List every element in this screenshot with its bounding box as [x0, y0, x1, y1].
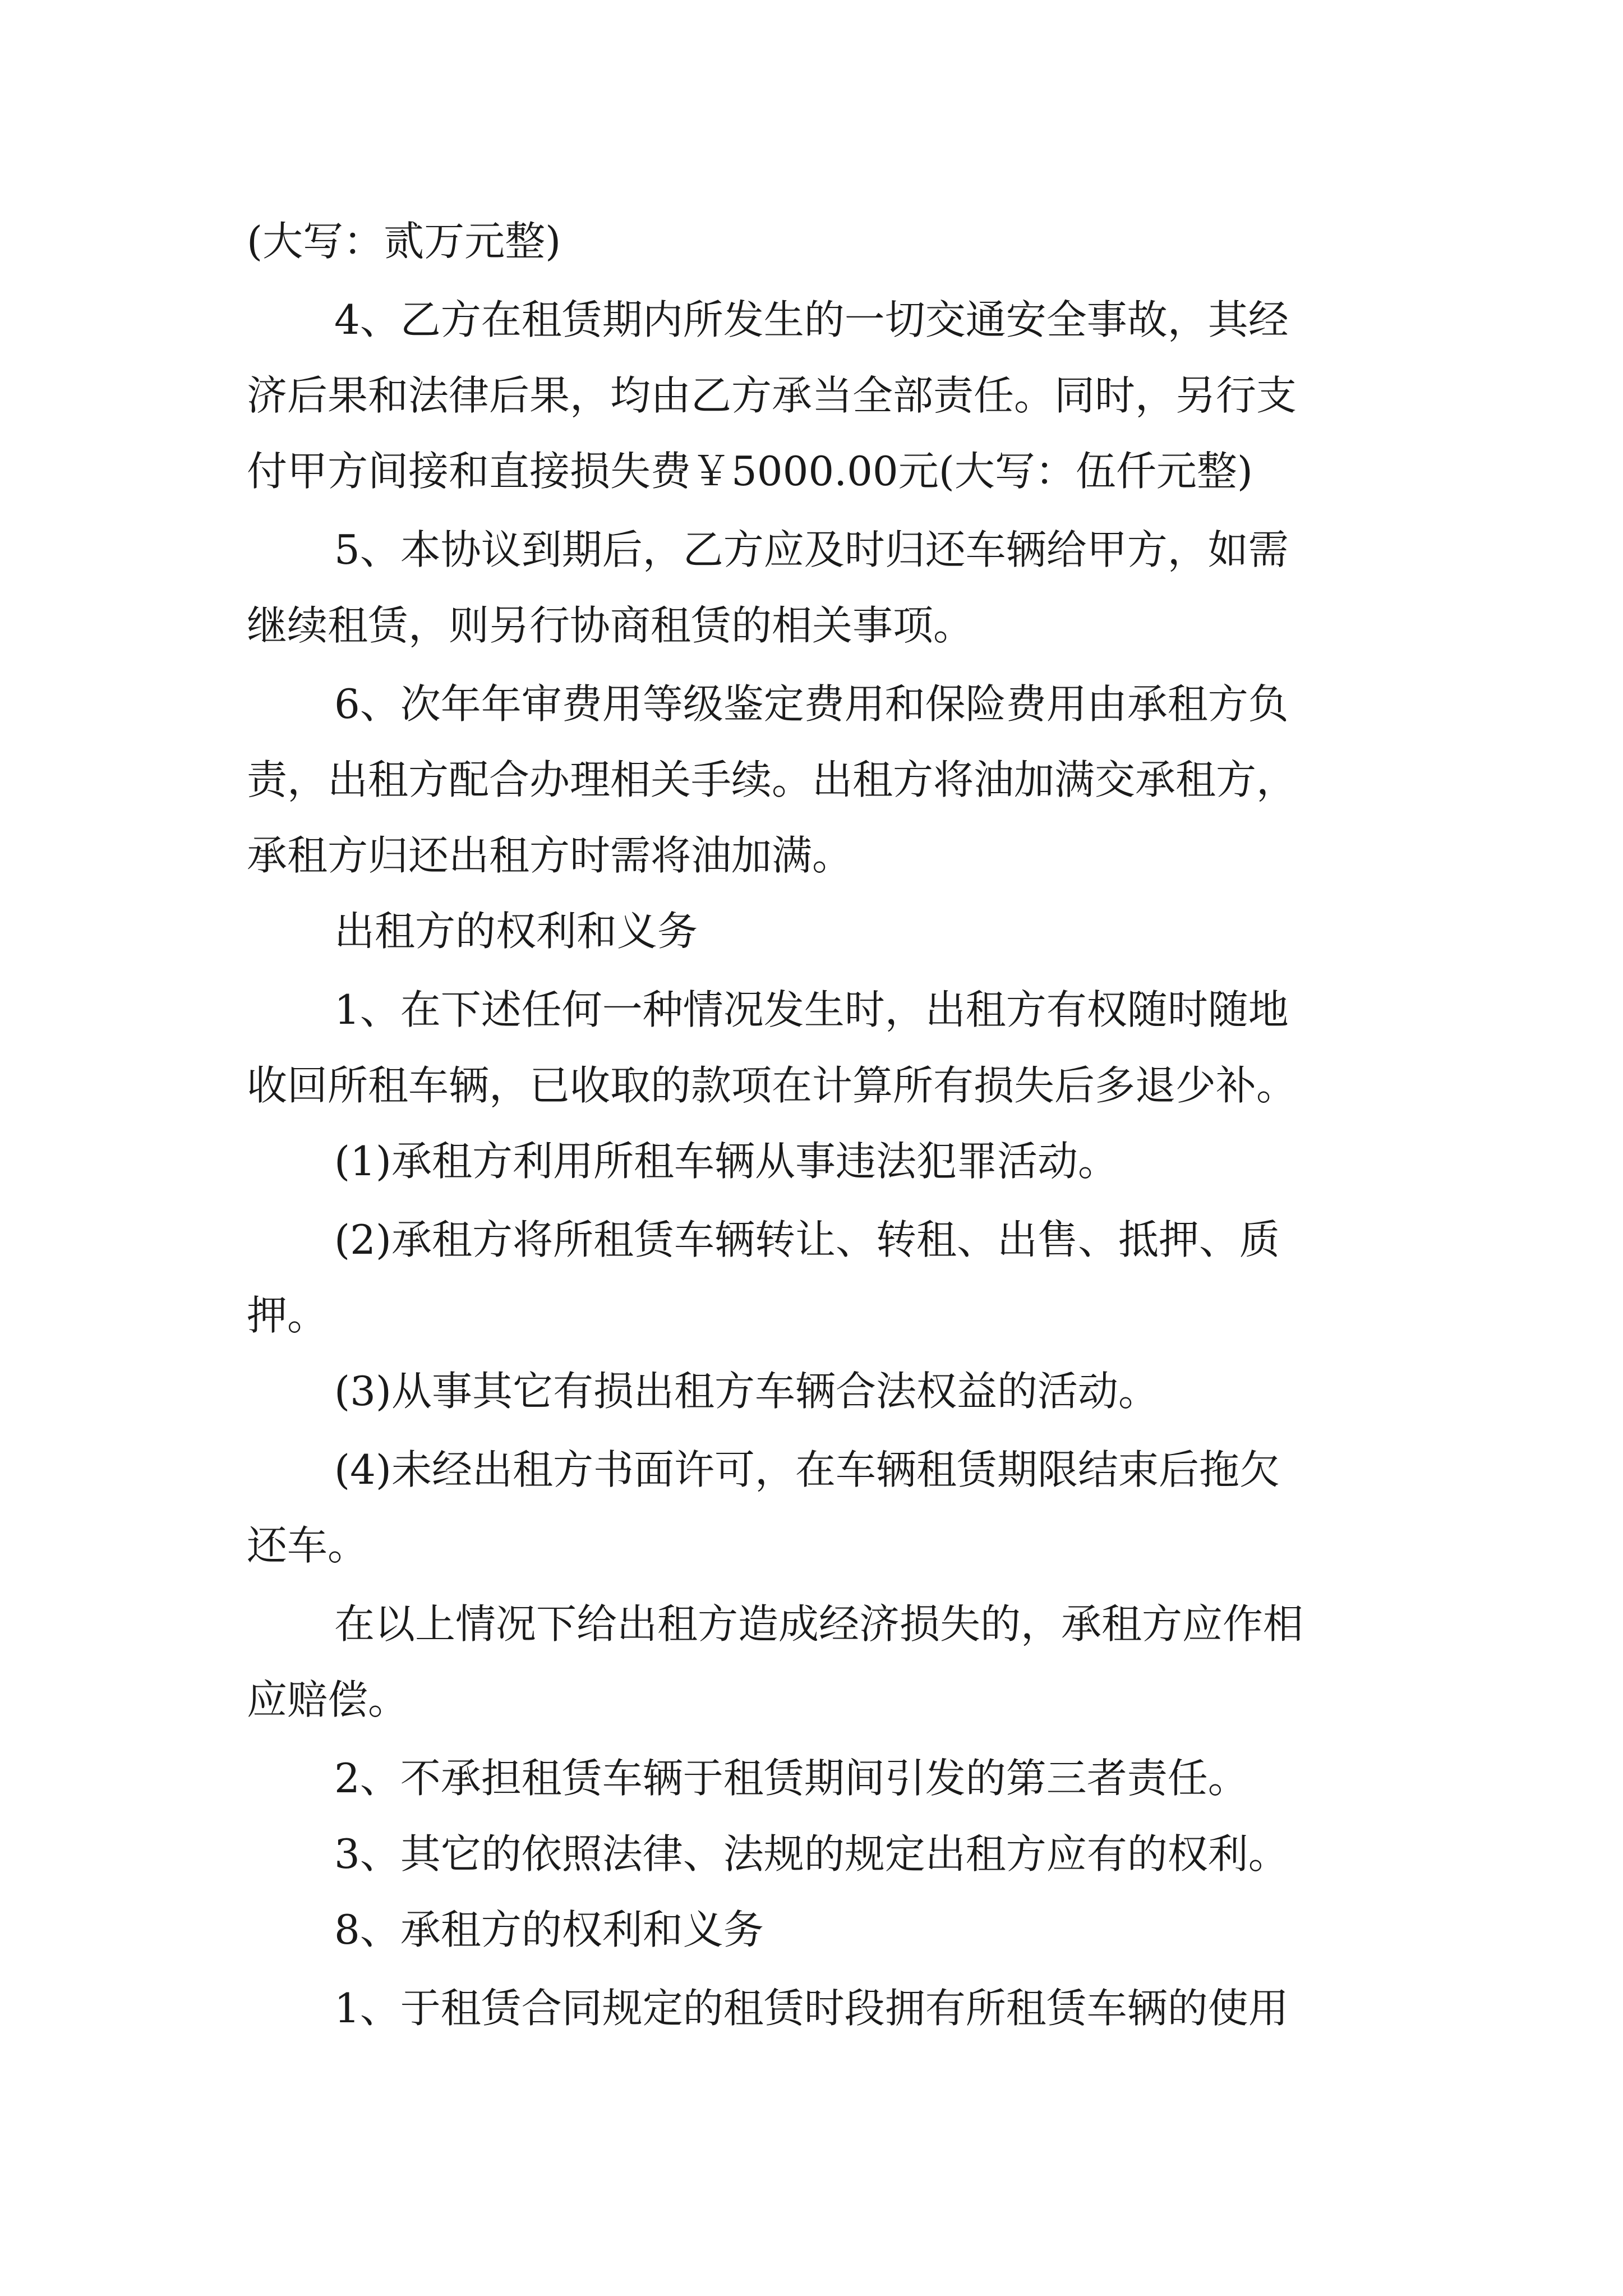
text-line: 收回所租车辆，已收取的款项在计算所有损失后多退少补。 — [247, 1062, 1297, 1109]
text-line: 3、其它的依照法律、法规的规定出租方应有的权利。 — [334, 1830, 1289, 1878]
text-line: (2)承租方将所租赁车辆转让、转租、出售、抵押、质 — [334, 1216, 1280, 1263]
text-line: 付甲方间接和直接损失费￥5000.00元(大写：伍仟元整) — [247, 448, 1253, 495]
text-line: (1)承租方利用所租车辆从事违法犯罪活动。 — [334, 1138, 1118, 1185]
text-line: 1、于租赁合同规定的租赁时段拥有所租赁车辆的使用 — [334, 1985, 1289, 2032]
text-line: 6、次年年审费用等级鉴定费用和保险费用由承租方负 — [334, 680, 1289, 728]
text-line: (大写：贰万元整) — [247, 218, 561, 265]
text-line: 继续租赁，则另行协商租赁的相关事项。 — [247, 602, 974, 649]
text-line: 在以上情况下给出租方造成经济损失的，承租方应作相 — [334, 1600, 1304, 1648]
text-line: 还车。 — [247, 1522, 368, 1569]
text-line: 1、在下述任何一种情况发生时，出租方有权随时随地 — [334, 986, 1289, 1033]
text-line: 4、乙方在租赁期内所发生的一切交通安全事故，其经 — [334, 296, 1289, 343]
text-line: 押。 — [247, 1292, 328, 1339]
text-line: 承租方归还出租方时需将油加满。 — [247, 832, 853, 879]
section-heading: 出租方的权利和义务 — [334, 908, 698, 955]
text-line: 应赔偿。 — [247, 1676, 409, 1723]
text-line: 责，出租方配合办理相关手续。出租方将油加满交承租方， — [247, 756, 1297, 803]
text-line: 5、本协议到期后，乙方应及时归还车辆给甲方，如需 — [334, 526, 1289, 573]
section-heading: 8、承租方的权利和义务 — [334, 1906, 764, 1953]
text-line: 济后果和法律后果，均由乙方承当全部责任。同时，另行支 — [247, 372, 1297, 419]
text-line: (4)未经出租方书面许可，在车辆租赁期限结束后拖欠 — [334, 1446, 1280, 1493]
text-line: 2、不承担租赁车辆于租赁期间引发的第三者责任。 — [334, 1755, 1248, 1802]
text-line: (3)从事其它有损出租方车辆合法权益的活动。 — [334, 1368, 1159, 1415]
